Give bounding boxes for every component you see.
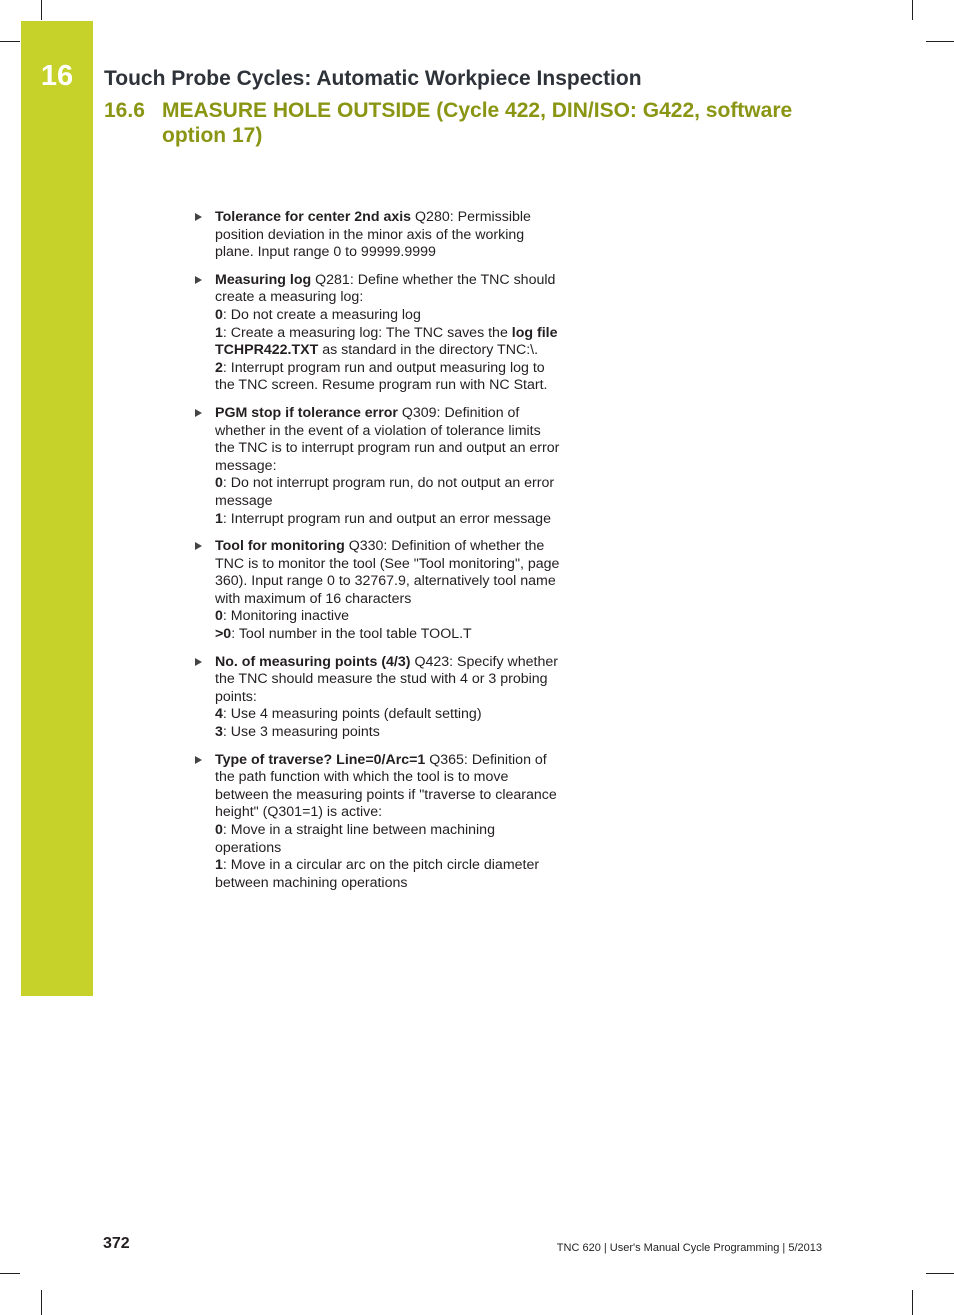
- parameter-label: PGM stop if tolerance error: [215, 404, 398, 421]
- chapter-title: Touch Probe Cycles: Automatic Workpiece Inspection: [104, 67, 642, 90]
- option-text: : Move in a straight line between machining operations: [215, 822, 495, 856]
- triangle-bullet-icon: [195, 213, 202, 221]
- triangle-bullet-icon: [195, 658, 202, 666]
- option-bold-text: log file TCHPR422.TXT: [215, 324, 558, 359]
- parameter-description: Q309: Definition of whether in the event of a violation of tolerance limits the TNC is to interrupt program run and output an error message:: [215, 404, 560, 474]
- parameter-description: Q365: Definition of the path function with which the tool is to move between the measuring points if "traverse to clearance height" (Q301=1) is active:: [215, 751, 557, 821]
- list-item: [193, 654, 561, 742]
- triangle-bullet-icon: [195, 409, 202, 417]
- option-key: 4: [215, 706, 223, 723]
- option-key: 0: [215, 608, 223, 625]
- page-number: 372: [103, 1235, 130, 1252]
- crop-mark: [0, 41, 20, 42]
- crop-mark: [41, 1290, 42, 1315]
- list-item: [193, 752, 561, 893]
- option-line: [215, 724, 561, 742]
- option-key: >0: [215, 626, 232, 643]
- option-line: [215, 857, 561, 892]
- option-text: as standard in the directory TNC:\.: [318, 342, 539, 359]
- parameter-description: Q330: Definition of whether the TNC is to monitor the tool (See "Tool monitoring", page 360). Input range 0 to 32767.9, alternatively tool name with maximum of 16 characters: [215, 538, 560, 607]
- option-text: : Interrupt program run and output measuring log to the TNC screen. Resume program run with NC Start.: [215, 359, 548, 394]
- section-number: 16.6: [104, 99, 145, 122]
- chapter-number: 16: [40, 60, 74, 92]
- option-key: 3: [215, 724, 223, 741]
- option-line: [215, 626, 561, 644]
- parameter-label: Tool for monitoring: [215, 538, 345, 555]
- option-line: [215, 608, 561, 626]
- parameter-label: Tolerance for center 2nd axis: [215, 209, 412, 225]
- triangle-bullet-icon: [195, 276, 202, 284]
- triangle-bullet-icon: [195, 756, 202, 764]
- option-key: 1: [215, 857, 223, 874]
- option-line: [215, 475, 561, 510]
- list-item: [193, 272, 561, 395]
- parameter-description: Q281: Define whether the TNC should create a measuring log:: [215, 271, 556, 306]
- option-key: 2: [215, 359, 223, 376]
- crop-mark: [912, 0, 913, 20]
- parameter-label: No. of measuring points (4/3): [215, 653, 411, 670]
- crop-mark: [926, 41, 954, 42]
- option-text: : Interrupt program run and output an error message: [222, 510, 551, 527]
- option-line: [215, 511, 561, 529]
- parameter-list: [193, 209, 561, 902]
- list-item: [193, 405, 561, 528]
- option-line: [215, 822, 561, 857]
- option-key: 0: [215, 822, 223, 838]
- parameter-label: Type of traverse? Line=0/Arc=1: [215, 751, 426, 768]
- option-text: : Monitoring inactive: [222, 608, 350, 625]
- option-text: : Do not interrupt program run, do not output an error message: [215, 475, 555, 509]
- list-item: [193, 538, 561, 644]
- chapter-tab-bar: [21, 21, 93, 996]
- option-key: 0: [215, 306, 223, 323]
- option-text: : Use 3 measuring points: [222, 724, 380, 741]
- crop-mark: [0, 1273, 20, 1274]
- option-text: : Create a measuring log: The TNC saves the: [222, 324, 512, 341]
- crop-mark: [912, 1290, 913, 1315]
- list-item: [193, 209, 561, 262]
- option-line: [215, 307, 561, 325]
- crop-mark: [41, 0, 42, 20]
- crop-mark: [926, 1273, 954, 1274]
- option-line: [215, 706, 561, 724]
- triangle-bullet-icon: [195, 542, 202, 550]
- parameter-description: Q423: Specify whether the TNC should measure the stud with 4 or 3 probing points:: [215, 653, 558, 705]
- option-key: 1: [215, 510, 223, 527]
- section-title: MEASURE HOLE OUTSIDE (Cycle 422, DIN/ISO: G422, software option 17): [162, 99, 793, 147]
- option-text: : Do not create a measuring log: [222, 306, 421, 323]
- option-line: [215, 325, 561, 360]
- option-text: : Use 4 measuring points (default setting): [222, 706, 482, 723]
- footer-text: TNC 620 | User's Manual Cycle Programming | 5/2013: [556, 1242, 822, 1254]
- parameter-label: Measuring log: [215, 271, 312, 288]
- option-text: : Tool number in the tool table TOOL.T: [231, 626, 472, 643]
- option-line: [215, 360, 561, 395]
- option-key: 0: [215, 475, 223, 492]
- option-text: : Move in a circular arc on the pitch circle diameter between machining operations: [215, 857, 540, 891]
- option-key: 1: [215, 324, 223, 341]
- parameter-description: Q280: Permissible position deviation in the minor axis of the working plane. Input range 0 to 99999.9999: [215, 209, 531, 261]
